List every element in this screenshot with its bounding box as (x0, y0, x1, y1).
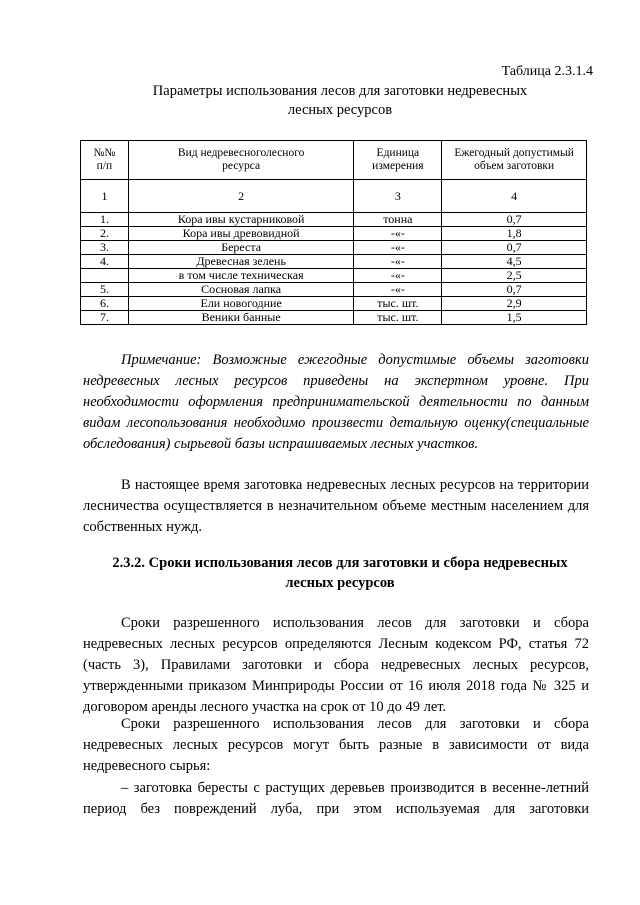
table-row: 1. Кора ивы кустарниковой тонна 0,7 (81, 213, 587, 227)
paragraph-varied-terms: Сроки разрешенного использования лесов для заготовки и сбора недревесных лесных ресурсов могут быть разные в зависимости от вида недревесного сырья: (83, 716, 589, 774)
header-annual-volume: Ежегодный допустимый объем заготовки (442, 141, 587, 180)
paragraph-terms: Сроки разрешенного использования лесов для заготовки и сбора недревесных лесных ресурсов определяются Лесным кодексом РФ, статья 72 (часть 3), Правилами заготовки и сбора недревесных лесных ресурсов, утвержденными приказом Минприроды России от 16 июля 2018 года № 325 и договором аренды лесного участка на срок от 10 до 49 лет. (83, 615, 589, 715)
table-row: 5. Сосновая лапка -«- 0,7 (81, 283, 587, 297)
table-row: 7. Веники банные тыс. шт. 1,5 (81, 311, 587, 325)
table-row: 6. Ели новогодние тыс. шт. 2,9 (81, 297, 587, 311)
table-caption: Таблица 2.3.1.4 (501, 64, 593, 79)
resources-table (80, 140, 587, 325)
section-heading: 2.3.2. Сроки использования лесов для заготовки и сбора недревесных лесных ресурсов (112, 555, 568, 591)
paragraph-current-harvesting: В настоящее время заготовка недревесных лесных ресурсов на территории лесничества осуществляется в незначительном объеме местным населением для собственных нужд. (83, 477, 589, 535)
table-row: 2. Кора ивы древовидной -«- 1,8 (81, 227, 587, 241)
table-title (0, 82, 640, 120)
header-resource-type: Вид недревесноголесного ресурса (128, 141, 354, 180)
table-title-line-2: лесных ресурсов (287, 102, 393, 118)
table-column-numbers-row: 1 2 3 4 (81, 180, 587, 213)
table-row: 3. Береста -«- 0,7 (81, 241, 587, 255)
table-title-line-1: Параметры использования лесов для заготовки недревесных (152, 83, 528, 99)
table-header-row (81, 141, 587, 180)
table-row: в том числе техническая -«- 2,5 (81, 269, 587, 283)
header-no: №№ п/п (81, 141, 129, 180)
paragraph-birch-bark: – заготовка бересты с растущих деревьев производится в весенне-летний период без повреждений луба, при этом используемая для заготовки (83, 780, 589, 817)
table-note: Примечание: Возможные ежегодные допустимые объемы заготовки недревесных лесных ресурсов приведены на экспертном уровне. При необходимости оформления предпринимательской деятельности по данным видам лесопользования необходимо произвести детальную оценку(специальные обследования) сырьевой базы испрашиваемых лесных участков. (83, 352, 589, 452)
table-row: 4. Древесная зелень -«- 4,5 (81, 255, 587, 269)
header-unit: Единица измерения (354, 141, 442, 180)
